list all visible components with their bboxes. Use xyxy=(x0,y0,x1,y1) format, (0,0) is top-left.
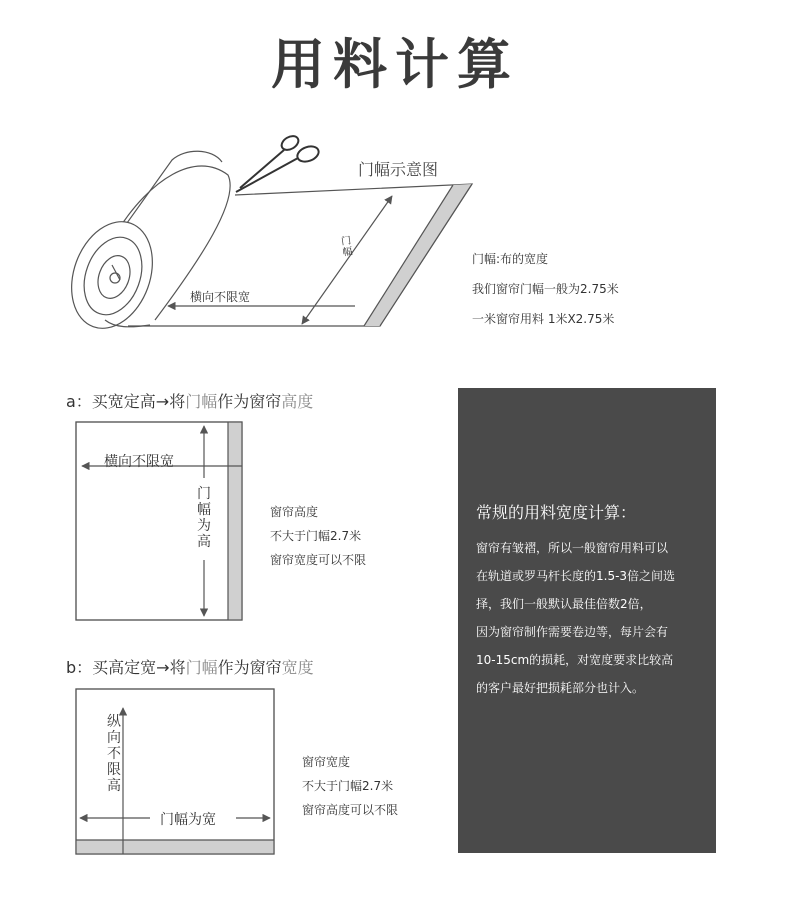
section-a-notes xyxy=(270,500,366,572)
section-b-prefix: b：买高定宽→将 xyxy=(66,658,186,677)
panel-body xyxy=(476,534,712,702)
roll-length-label: 横向不限宽 xyxy=(190,290,251,304)
section-b-highlight-2: 宽度 xyxy=(281,658,314,677)
section-a-highlight-2: 高度 xyxy=(281,392,314,411)
section-a-prefix: a：买宽定高→将 xyxy=(66,392,186,411)
panel-line: 择，我们一般默认最佳倍数2倍， xyxy=(476,597,652,611)
section-b-vertical-label: 纵向不限高 xyxy=(107,714,121,794)
roll-note: 我们窗帘门幅一般为2.75米 xyxy=(472,282,619,296)
section-b-highlight-1: 门幅 xyxy=(185,658,218,677)
section-a-vertical-label: 门幅为高 xyxy=(197,486,211,550)
section-a-note: 不大于门幅2.7米 xyxy=(270,529,362,543)
page-title: 用料计算 xyxy=(271,32,519,96)
section-a-highlight-1: 门幅 xyxy=(185,392,218,411)
section-b-note: 窗帘宽度 xyxy=(302,755,351,769)
roll-diagram-title: 门幅示意图 xyxy=(358,160,439,179)
section-b-notes xyxy=(302,750,398,822)
panel-line: 在轨道或罗马杆长度的1.5-3倍之间选 xyxy=(476,569,676,583)
roll-note: 一米窗帘用料 1米X2.75米 xyxy=(472,312,615,326)
roll-width-label: 门 幅 xyxy=(340,235,354,259)
section-b-horizontal-label: 门幅为宽 xyxy=(160,812,216,828)
section-a-middle: 作为窗帘 xyxy=(217,392,282,411)
panel-line: 因为窗帘制作需要卷边等，每片会有 xyxy=(476,625,669,639)
roll-note: 门幅:布的宽度 xyxy=(472,252,549,266)
panel-line: 窗帘有皱褶，所以一般窗帘用料可以 xyxy=(476,541,669,555)
panel-line: 的客户最好把损耗部分也计入。 xyxy=(476,681,645,695)
panel-line: 10-15cm的损耗，对宽度要求比较高 xyxy=(476,653,674,667)
section-a-title xyxy=(66,389,313,412)
section-b-note: 不大于门幅2.7米 xyxy=(302,779,394,793)
section-a-note: 窗帘宽度可以不限 xyxy=(270,553,367,567)
section-b-middle: 作为窗帘 xyxy=(217,658,282,677)
panel-heading: 常规的用料宽度计算： xyxy=(476,503,637,522)
section-a-horizontal-label: 横向不限宽 xyxy=(104,454,174,470)
section-b-title xyxy=(66,655,314,678)
scissors-icon xyxy=(236,133,321,192)
roll-notes xyxy=(472,244,619,334)
section-b-note: 窗帘高度可以不限 xyxy=(302,803,399,817)
section-a-note: 窗帘高度 xyxy=(270,505,319,519)
